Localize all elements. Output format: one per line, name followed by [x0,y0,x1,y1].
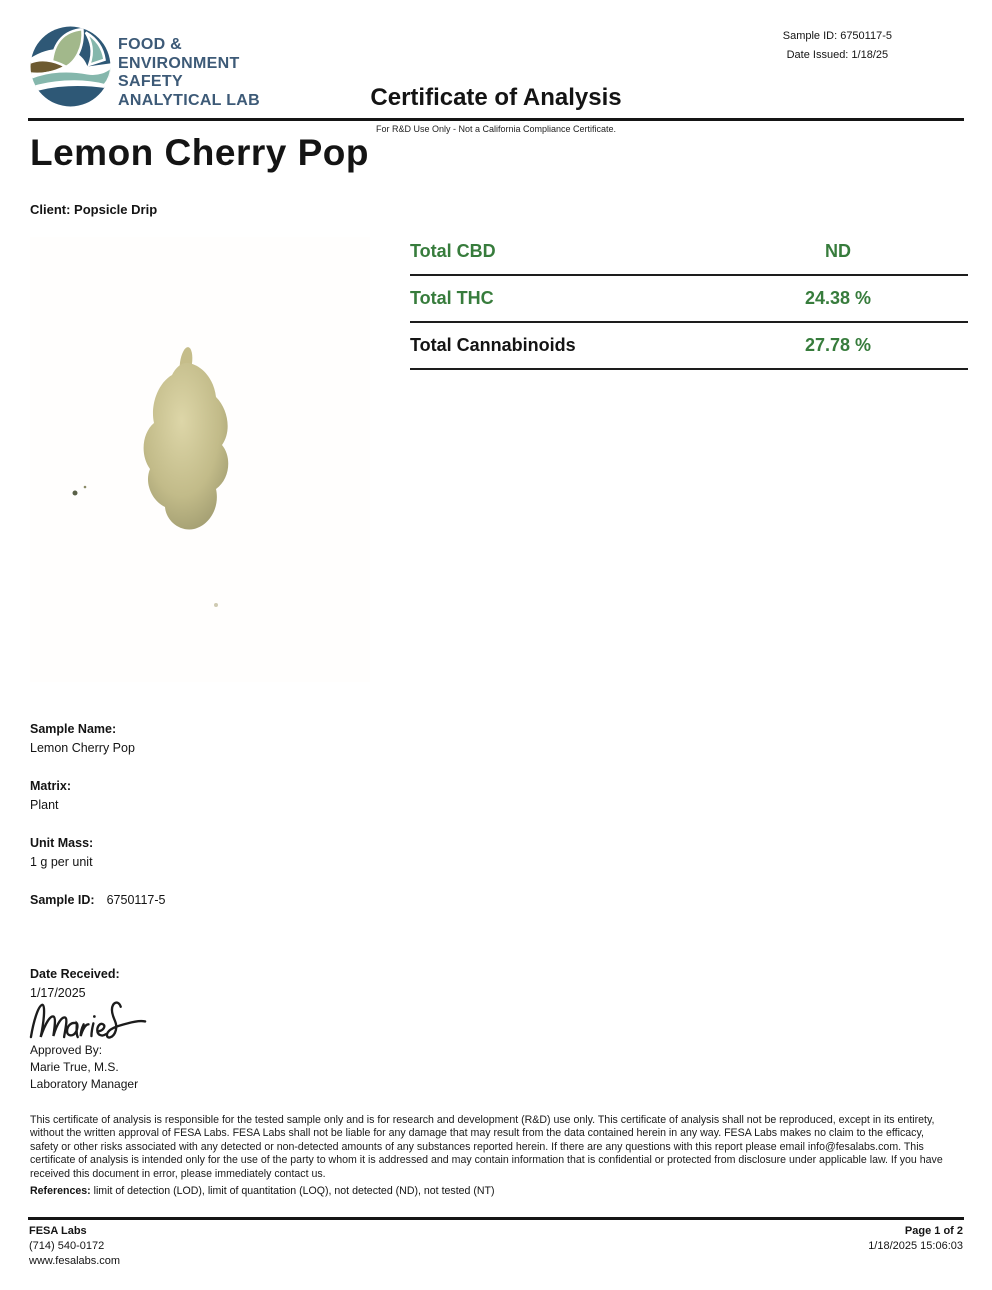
sample-id-label: Sample ID: [30,893,95,907]
references-text: limit of detection (LOD), limit of quantitation (LOQ), not detected (ND), not tested (NT) [90,1185,495,1197]
lab-wordmark-line: SAFETY [118,73,183,90]
date-received-value: 1/17/2025 [30,986,86,1000]
footer-lab-info [29,1224,120,1269]
client-name: Client: Popsicle Drip [30,202,158,217]
total-cannabinoids-label: Total Cannabinoids [410,335,576,355]
sample-id-block [30,891,360,910]
lab-wordmark-line: ENVIRONMENT [118,54,240,72]
footer-print-timestamp: 1/18/2025 15:06:03 [868,1240,963,1252]
footer-phone: (714) 540-0172 [29,1240,105,1252]
total-cannabinoids-value: 27.78 % [804,335,872,355]
sample-id-value: 6750117-5 [106,893,166,907]
table-row [410,229,968,276]
footer-website: www.fesalabs.com [29,1255,121,1267]
sample-name-block [30,720,360,758]
cannabis-bud-image [30,237,370,682]
sample-id-header: Sample ID: 6750117-5 [782,30,892,42]
references-label: References: [30,1185,91,1197]
disclaimer-text: This certificate of analysis is responsible for the tested sample only and is for research and development (R&D) use only. This certificate of analysis shall not be reproduced, except in its entirety, without the written approval of FESA Labs. FESA Labs shall not be liable for any damage that may result from the data contained herein in any way. FESA Labs makes no claim to the efficacy, safety or other risks associated with any detected or non-detected amounts of any substances reported herein. If there are any questions with this report please email info@fesalabs.com. This certificate of analysis is intended only for the use of the party to whom it is addressed and may contain information that is confidential or protected from disclosure under applicable law. If you have received this document in error, please immediately contact us. [30,1114,943,1180]
header-divider [28,118,964,121]
sample-name-label: Sample Name: [30,722,117,736]
footer-page-number: Page 1 of 2 [904,1225,963,1237]
date-received-label: Date Received: [30,967,120,981]
matrix-value: Plant [30,798,59,812]
total-thc-label: Total THC [410,288,494,308]
matrix-label: Matrix: [30,779,71,793]
date-issued-header: Date Issued: 1/18/25 [786,49,889,61]
unit-mass-value: 1 g per unit [30,855,93,869]
approval-block [30,1042,138,1093]
unit-mass-block [30,834,360,872]
lab-wordmark-line: ANALYTICAL LAB [118,91,260,109]
approved-by-label: Approved By: [30,1043,103,1057]
table-row [410,276,968,323]
certificate-title: Certificate of Analysis [370,84,622,111]
lab-wordmark-line: FOOD & [118,36,183,53]
footer-company: FESA Labs [29,1225,87,1237]
references-line [30,1185,948,1197]
certificate-subtitle: For R&D Use Only - Not a California Compliance Certificate. [375,124,617,134]
total-cbd-value: ND [825,241,851,261]
header-meta [783,27,892,65]
total-cbd-label: Total CBD [410,241,496,261]
approver-role: Laboratory Manager [30,1077,139,1091]
table-row [410,323,968,370]
sample-name-value: Lemon Cherry Pop [30,741,135,755]
sample-details [30,720,360,1022]
footer-divider [28,1217,964,1220]
matrix-block [30,777,360,815]
unit-mass-label: Unit Mass: [30,836,94,850]
total-thc-value: 24.38 % [804,288,872,308]
product-name: Lemon Cherry Pop [30,132,369,173]
approver-name: Marie True, M.S. [30,1060,119,1074]
footer-page-info [868,1224,963,1254]
potency-summary-table [410,229,968,370]
sample-photo [30,237,370,682]
approver-signature-icon [28,994,150,1043]
